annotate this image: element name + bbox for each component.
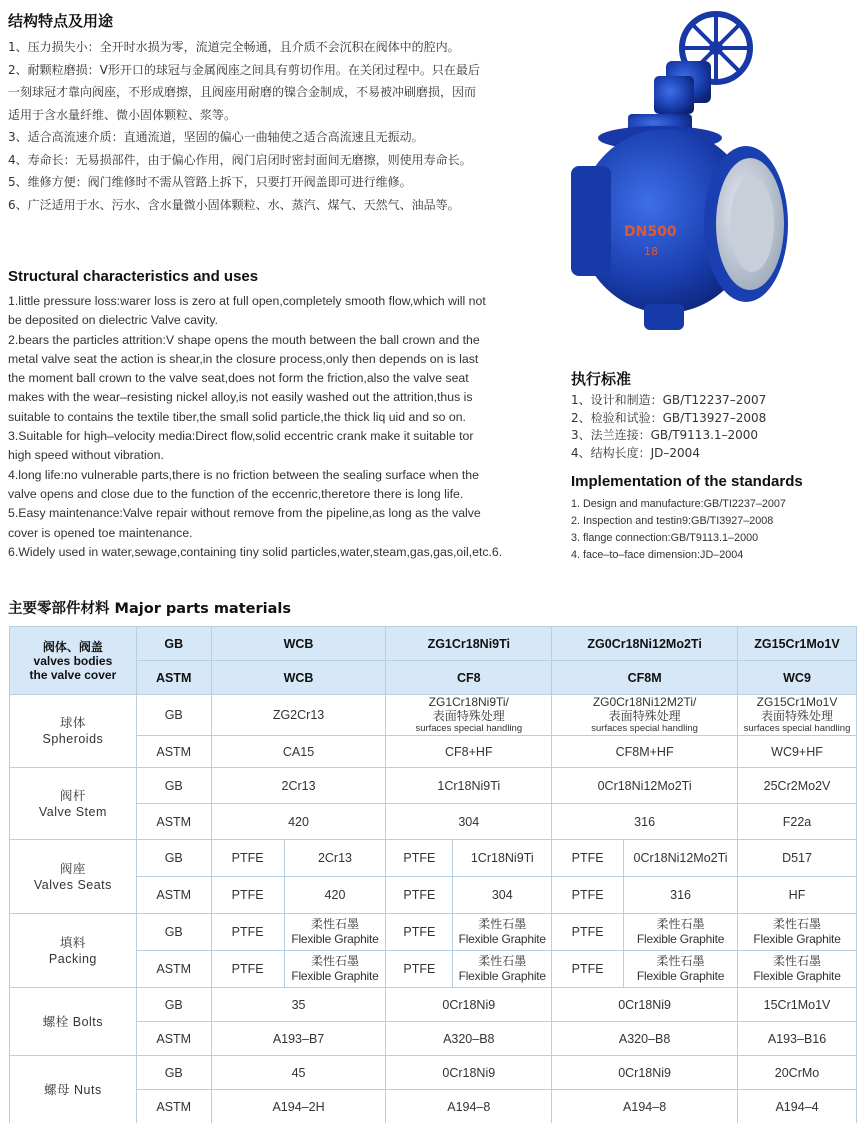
header-label-cell bbox=[10, 627, 137, 695]
cell: ZG2Cr13 bbox=[211, 695, 386, 736]
row-label-en: Valves Seats bbox=[33, 877, 112, 892]
table-row bbox=[10, 1022, 857, 1056]
cell bbox=[284, 914, 386, 951]
cell bbox=[386, 695, 552, 736]
cell: PTFE bbox=[552, 914, 624, 951]
cell bbox=[453, 914, 552, 951]
cell: 0Cr18Ni9 bbox=[552, 988, 738, 1022]
valve-mark: 18 bbox=[644, 245, 658, 258]
valve-size-marking: DN500 bbox=[624, 224, 677, 240]
standard-item: 1、设计和制造：GB/T12237–2007 bbox=[571, 393, 767, 407]
cell: 1Cr18Ni9Ti bbox=[453, 840, 552, 877]
table-row bbox=[10, 661, 857, 695]
cn-line: 适用于含水量纤维、微小固体颗粒、浆等。 bbox=[8, 107, 237, 122]
cell: 25Cr2Mo2V bbox=[738, 768, 857, 804]
cell-text: 柔性石墨 bbox=[773, 917, 822, 931]
cell: 20CrMo bbox=[738, 1056, 857, 1090]
standards-cn-title: 执行标准 bbox=[571, 370, 632, 388]
table-row bbox=[10, 695, 857, 736]
std-cell: GB bbox=[136, 1056, 211, 1090]
en-line: 1.little pressure loss:warer loss is zero at full open,completely smooth flow,which will not bbox=[8, 294, 486, 308]
cell-text: ZG15Cr1Mo1V bbox=[756, 695, 838, 709]
header-label-en: the valve cover bbox=[29, 667, 117, 682]
en-line: makes with the wear–resisting nickel alloy,is not easily washed out the attrition,thus is bbox=[8, 390, 473, 405]
cell-text: 表面特殊处理 bbox=[608, 709, 681, 723]
en-line: 3.Suitable for high–velocity media:Direct flow,solid eccentric crank make it suitable tor bbox=[8, 429, 474, 444]
en-line: metal valve seat the action is shear,in the closure process,only then depends on is last bbox=[8, 351, 479, 366]
std-cell: ASTM bbox=[136, 877, 211, 914]
en-line: be deposited on dielectric Valve cavity. bbox=[8, 313, 219, 328]
cell bbox=[738, 914, 857, 951]
cell: 2Cr13 bbox=[284, 840, 386, 877]
cell-text: ZG1Cr18Ni9Ti/ bbox=[428, 695, 509, 709]
cell-text: Flexible Graphite bbox=[636, 932, 725, 946]
cell: PTFE bbox=[386, 951, 453, 988]
standards-en-list bbox=[571, 496, 786, 564]
header-cell: ZG15Cr1Mo1V bbox=[738, 627, 857, 661]
std-cell: ASTM bbox=[136, 736, 211, 768]
std-cell: GB bbox=[136, 840, 211, 877]
header-cell: ZG1Cr18Ni9Ti bbox=[386, 627, 552, 661]
cn-line: 2、耐颗粒磨损：V形开口的球冠与金属阀座之间具有剪切作用。在关闭过程中。只在最后 bbox=[8, 62, 480, 77]
cn-feature-list bbox=[8, 36, 528, 216]
cn-line: 6、广泛适用于水、污水、含水量微小固体颗粒、水、蒸汽、煤气、天然气、油品等。 bbox=[8, 197, 460, 212]
cell-text: 柔性石墨 bbox=[656, 917, 705, 931]
cell: 0Cr18Ni12Mo2Ti bbox=[552, 768, 738, 804]
row-label-en: Valve Stem bbox=[38, 804, 107, 819]
header-cell: WCB bbox=[211, 661, 386, 695]
std-cell: ASTM bbox=[136, 1090, 211, 1123]
row-label-en: Packing bbox=[48, 951, 97, 966]
standard-item: 1. Design and manufacture:GB/TI2237–2007 bbox=[571, 498, 786, 510]
cn-section-title: 结构特点及用途 bbox=[8, 12, 114, 30]
table-row bbox=[10, 988, 857, 1022]
std-cell: GB bbox=[136, 988, 211, 1022]
row-label-cn: 球体 bbox=[59, 716, 86, 730]
header-cell: WCB bbox=[211, 627, 386, 661]
table-row bbox=[10, 1090, 857, 1123]
table-row bbox=[10, 736, 857, 768]
header-cell: CF8M bbox=[552, 661, 738, 695]
cell: 0Cr18Ni12Mo2Ti bbox=[624, 840, 738, 877]
table-row bbox=[10, 877, 857, 914]
cell: A193–B16 bbox=[738, 1022, 857, 1056]
row-label bbox=[10, 914, 137, 988]
cell-text: 表面特殊处理 bbox=[761, 709, 834, 723]
table-row bbox=[10, 951, 857, 988]
cell: A194–8 bbox=[386, 1090, 552, 1123]
en-line: 5.Easy maintenance:Valve repair without remove from the pipeline,as long as the valve bbox=[8, 506, 481, 521]
cell: CF8M+HF bbox=[552, 736, 738, 768]
cn-line: 5、维修方便：阀门维修时不需从管路上拆下，只要打开阀盖即可进行维修。 bbox=[8, 175, 412, 189]
cell bbox=[552, 695, 738, 736]
cell: CF8+HF bbox=[386, 736, 552, 768]
cell: 420 bbox=[284, 877, 386, 914]
header-cell: ZG0Cr18Ni12Mo2Ti bbox=[552, 627, 738, 661]
table-row bbox=[10, 804, 857, 840]
cell: 316 bbox=[624, 877, 738, 914]
cell bbox=[624, 914, 738, 951]
cell-text: 柔性石墨 bbox=[773, 954, 822, 968]
row-label: 螺母 Nuts bbox=[10, 1056, 137, 1123]
row-label bbox=[10, 768, 137, 840]
cell-text: Flexible Graphite bbox=[291, 969, 379, 983]
table-row bbox=[10, 627, 857, 661]
cell-text: 柔性石墨 bbox=[478, 954, 527, 968]
cell: A194–8 bbox=[552, 1090, 738, 1123]
standard-item: 3、法兰连接：GB/T9113.1–2000 bbox=[571, 428, 759, 442]
cell bbox=[738, 695, 857, 736]
row-label bbox=[10, 840, 137, 914]
cn-line: 4、寿命长：无易损部件，由于偏心作用，阀门启闭时密封面间无磨擦，则使用寿命长。 bbox=[8, 152, 472, 167]
cell: 0Cr18Ni9 bbox=[386, 1056, 552, 1090]
cell: PTFE bbox=[211, 914, 284, 951]
cell-text: 表面特殊处理 bbox=[432, 709, 505, 723]
cell-text: 柔性石墨 bbox=[656, 954, 705, 968]
cell: PTFE bbox=[386, 877, 453, 914]
std-cell: GB bbox=[136, 695, 211, 736]
cell: F22a bbox=[738, 804, 857, 840]
standard-item: 4、结构长度：JD–2004 bbox=[571, 445, 700, 460]
cell-text: surfaces special handling bbox=[415, 723, 523, 734]
en-line: high speed without vibration. bbox=[8, 448, 164, 463]
row-label-en: Spheroids bbox=[42, 732, 104, 746]
cell-text: Flexible Graphite bbox=[458, 932, 546, 946]
cell: 304 bbox=[386, 804, 552, 840]
cell: A194–4 bbox=[738, 1090, 857, 1123]
cell: WC9+HF bbox=[738, 736, 857, 768]
cell: A320–B8 bbox=[552, 1022, 738, 1056]
parts-materials-table bbox=[9, 626, 857, 1123]
cell: PTFE bbox=[211, 840, 284, 877]
cell bbox=[624, 951, 738, 988]
cell-text: Flexible Graphite bbox=[753, 969, 841, 983]
std-cell: GB bbox=[136, 768, 211, 804]
std-cell: ASTM bbox=[136, 804, 211, 840]
cell: D517 bbox=[738, 840, 857, 877]
header-cell: CF8 bbox=[386, 661, 552, 695]
cell-text: Flexible Graphite bbox=[458, 969, 546, 983]
cell: 304 bbox=[453, 877, 552, 914]
en-line: 6.Widely used in water,sewage,containing tiny solid particles,water,steam,gas,gas,oil,etc.6. bbox=[8, 544, 503, 559]
en-line: cover is opened toe maintenance. bbox=[8, 525, 193, 540]
cn-line: 一刻球冠才靠向阀座，不形成磨擦，且阀座用耐磨的镍合金制成，不易被冲刷磨损，因而 bbox=[8, 85, 477, 99]
cell-text: ZG0Cr18Ni12M2Ti/ bbox=[592, 695, 697, 709]
standards-en-title: Implementation of the standards bbox=[571, 473, 803, 490]
standard-item: 3. flange connection:GB/T9113.1–2000 bbox=[571, 532, 759, 544]
cell: CA15 bbox=[211, 736, 386, 768]
cell: A320–B8 bbox=[386, 1022, 552, 1056]
cell: PTFE bbox=[211, 877, 284, 914]
cell: HF bbox=[738, 877, 857, 914]
parts-title: 主要零部件材料 Major parts materials bbox=[8, 601, 291, 617]
cell: A193–B7 bbox=[211, 1022, 386, 1056]
row-label-cn: 填料 bbox=[59, 935, 86, 950]
en-feature-list bbox=[8, 292, 528, 562]
cn-line: 3、适合高流速介质：直通流道，坚固的偏心一曲轴使之适合高流速且无振动。 bbox=[8, 130, 424, 144]
row-label-cn: 阀座 bbox=[59, 861, 86, 876]
table-row bbox=[10, 914, 857, 951]
cell-text: surfaces special handling bbox=[743, 723, 851, 734]
header-cell: WC9 bbox=[738, 661, 857, 695]
std-cell: ASTM bbox=[136, 951, 211, 988]
standard-item: 2. Inspection and testin9:GB/TI3927–2008 bbox=[571, 515, 774, 527]
cell-text: surfaces special handling bbox=[591, 723, 698, 734]
table-row bbox=[10, 768, 857, 804]
std-cell: ASTM bbox=[136, 1022, 211, 1056]
cell: 0Cr18Ni9 bbox=[552, 1056, 738, 1090]
cell: 45 bbox=[211, 1056, 386, 1090]
row-label bbox=[10, 695, 137, 768]
cell bbox=[453, 951, 552, 988]
cell-text: Flexible Graphite bbox=[636, 969, 725, 983]
table-row bbox=[10, 840, 857, 877]
standards-cn-list bbox=[571, 392, 766, 462]
cell-text: 柔性石墨 bbox=[310, 917, 359, 931]
en-line: the moment ball crown to the valve seat,does not form the friction,also the valve seat bbox=[8, 371, 469, 386]
cell: A194–2H bbox=[211, 1090, 386, 1123]
standard-item: 2、检验和试验：GB/T13927–2008 bbox=[571, 410, 767, 425]
cell: 15Cr1Mo1V bbox=[738, 988, 857, 1022]
en-line: suitable to contains the textile tiber,the small solid particle,the thick liq uid and so on. bbox=[8, 409, 466, 424]
cell-text: 柔性石墨 bbox=[478, 917, 527, 931]
header-label-en: valves bodies bbox=[33, 653, 113, 668]
cell: PTFE bbox=[552, 951, 624, 988]
table-row bbox=[10, 1056, 857, 1090]
std-cell: GB bbox=[136, 914, 211, 951]
en-line: 4.long life:no vulnerable parts,there is no friction between the sealing surface when the bbox=[8, 467, 479, 482]
cell: 0Cr18Ni9 bbox=[386, 988, 552, 1022]
row-label-cn: 阀杆 bbox=[59, 788, 86, 803]
cell: PTFE bbox=[211, 951, 284, 988]
std-cell: ASTM bbox=[136, 661, 211, 695]
cell: PTFE bbox=[386, 840, 453, 877]
cell: 2Cr13 bbox=[211, 768, 386, 804]
row-label: 螺栓 Bolts bbox=[10, 988, 137, 1056]
cell-text: Flexible Graphite bbox=[753, 932, 841, 946]
cell: PTFE bbox=[552, 840, 624, 877]
standard-item: 4. face–to–face dimension:JD–2004 bbox=[571, 549, 744, 561]
valve-product-image bbox=[566, 6, 791, 336]
cell: PTFE bbox=[386, 914, 453, 951]
cell-text: 柔性石墨 bbox=[310, 954, 359, 968]
cell-text: Flexible Graphite bbox=[291, 932, 379, 946]
cell: PTFE bbox=[552, 877, 624, 914]
cn-line: 1、压力损失小：全开时水损为零，流道完全畅通，且介质不会沉积在阀体中的腔内。 bbox=[8, 40, 460, 54]
cell bbox=[738, 951, 857, 988]
cell: 420 bbox=[211, 804, 386, 840]
cell: 35 bbox=[211, 988, 386, 1022]
cell bbox=[284, 951, 386, 988]
cell: 1Cr18Ni9Ti bbox=[386, 768, 552, 804]
header-label-cn: 阀体、阀盖 bbox=[42, 639, 103, 654]
en-line: 2.bears the particles attrition:V shape opens the mouth between the ball crown and the bbox=[8, 332, 480, 347]
std-cell: GB bbox=[136, 627, 211, 661]
en-section-title: Structural characteristics and uses bbox=[8, 268, 259, 285]
cell: 316 bbox=[552, 804, 738, 840]
en-line: valve opens and close due to the function of the eccenric,theretore there is long life. bbox=[8, 486, 464, 501]
